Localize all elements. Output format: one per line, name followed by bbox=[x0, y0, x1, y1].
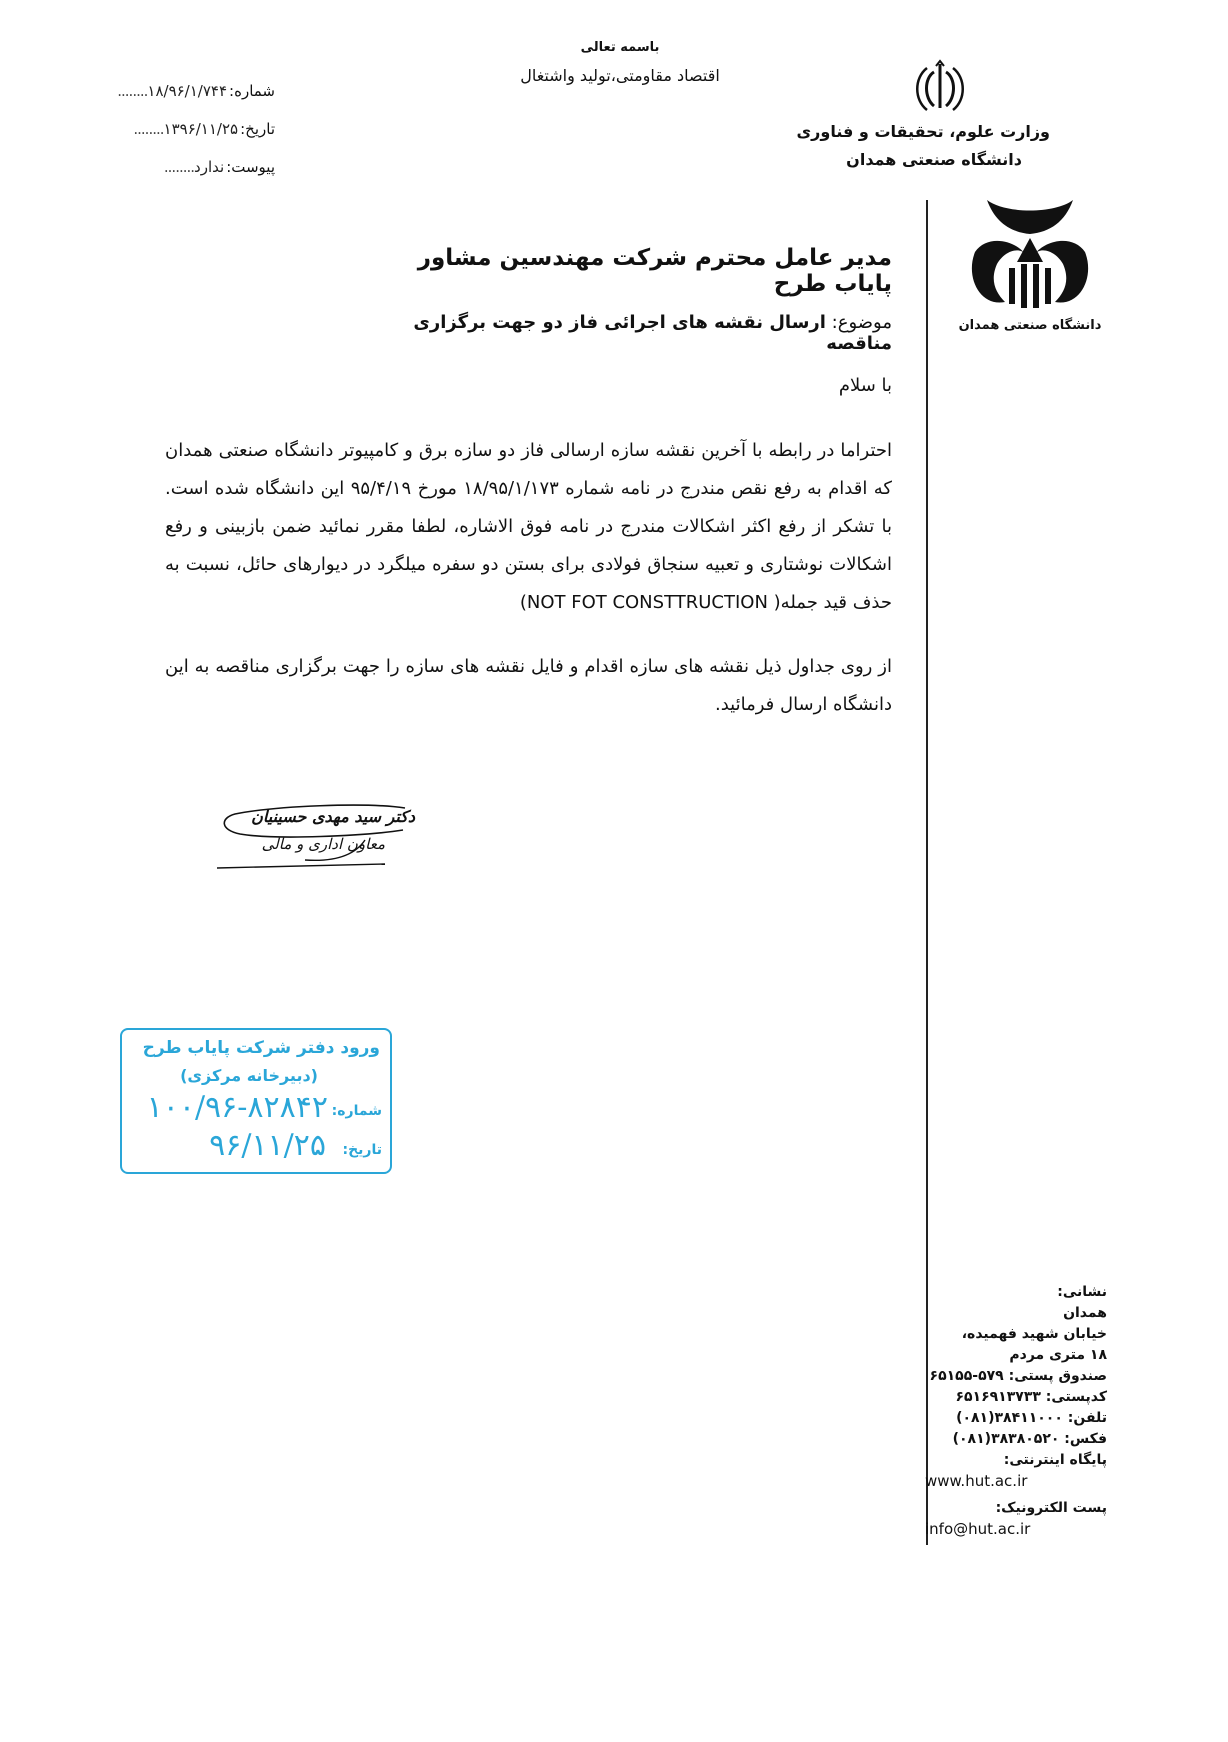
address-fax: فکس: ۳۸۳۸۰۵۲۰(۰۸۱) bbox=[952, 1431, 1107, 1447]
address-street: خیابان شهید فهمیده، bbox=[961, 1326, 1107, 1342]
signer-title: معاون اداری و مالی bbox=[261, 835, 385, 853]
letter-number-label: شماره: bbox=[229, 82, 275, 100]
footer-address bbox=[925, 1282, 1107, 1540]
stamp-number-value: ۱۰۰/۹۶-۸۲۸۴۲ bbox=[146, 1090, 328, 1125]
slogan: اقتصاد مقاومتی،تولید واشتغال bbox=[520, 66, 720, 85]
address-label: نشانی: bbox=[1057, 1284, 1107, 1300]
greeting: با سلام bbox=[838, 375, 892, 396]
address-street2: ۱۸ متری مردم bbox=[1009, 1347, 1107, 1363]
letter-date-value: ۱۳۹۶/۱۱/۲۵ bbox=[163, 120, 239, 138]
address-pobox: صندوق پستی: ۵۷۹-۶۵۱۵۵ bbox=[929, 1368, 1107, 1384]
dots: ........ bbox=[117, 82, 148, 100]
dots: ........ bbox=[163, 158, 195, 176]
address-postal: کدپستی: ۶۵۱۶۹۱۳۷۳۳ bbox=[955, 1389, 1107, 1405]
letter-date-label: تاریخ: bbox=[240, 120, 275, 138]
recipient: مدیر عامل محترم شرکت مهندسین مشاور پایاب طرح bbox=[417, 245, 892, 297]
university-logo-icon bbox=[965, 192, 1095, 320]
email-link[interactable]: info@hut.ac.ir bbox=[925, 1520, 1031, 1538]
dots: ........ bbox=[133, 120, 164, 138]
stamp-subtitle: (دبیرخانه مرکزی) bbox=[180, 1066, 318, 1085]
website-link[interactable]: www.hut.ac.ir bbox=[925, 1472, 1028, 1490]
subject-line bbox=[380, 312, 892, 354]
university-logo-caption: دانشگاه صنعتی همدان bbox=[958, 318, 1102, 333]
signer-name: دکتر سید مهدی حسینیان bbox=[251, 807, 415, 826]
letter-number-line bbox=[75, 72, 275, 110]
subject-text: ارسال نقشه های اجرائی فاز دو جهت برگزاری مناقصه bbox=[413, 312, 892, 354]
body-paragraph-1: احتراما در رابطه با آخرین نقشه سازه ارسالی فاز دو سازه برق و کامپیوتر دانشگاه صنعتی همدان که اقدام به رفع نقص مندرج در نامه شماره ۱۸/۹۵/۱/۱۷۳ مورخ ۹۵/۴/۱۹ این دانشگاه شده است. با تشکر از رفع اکثر اشکالات مندرج در نامه فوق الاشاره، لطفا مقرر نمائید ضمن بازبینی و رفع اشکالات نوشتاری و تعبیه سنجاق فولادی برای بستن دو سفره میلگرد در دیوارهای حائل، نسبت به حذف قید جمله( NOT FOT CONSTTRUCTION) bbox=[165, 440, 892, 613]
university-name: دانشگاه صنعتی همدان bbox=[846, 150, 1022, 169]
subject-label: موضوع: bbox=[831, 312, 892, 333]
ministry-block bbox=[790, 118, 1050, 174]
address-city: همدان bbox=[1063, 1305, 1107, 1321]
received-stamp bbox=[120, 1028, 392, 1174]
attachment-label: پیوست: bbox=[226, 158, 275, 176]
attachment-line bbox=[75, 148, 275, 186]
letter-date-line bbox=[75, 110, 275, 148]
ministry-name: وزارت علوم، تحقیقات و فناوری bbox=[796, 122, 1050, 141]
bismillah-heading: باسمه تعالی bbox=[580, 40, 660, 55]
body-paragraph-2: از روی جداول ذیل نقشه های سازه اقدام و فایل نقشه های سازه را جهت برگزاری مناقصه به این دانشگاه ارسال فرمائید. bbox=[165, 656, 892, 715]
letter-number-value: ۱۸/۹۶/۱/۷۴۴ bbox=[147, 82, 228, 100]
email-label: پست الکترونیک: bbox=[995, 1500, 1107, 1516]
stamp-date-value: ۹۶/۱۱/۲۵ bbox=[209, 1128, 326, 1163]
stamp-date-label: تاریخ: bbox=[342, 1142, 382, 1158]
reference-block bbox=[75, 72, 275, 186]
iran-emblem-icon bbox=[910, 58, 970, 118]
website-label: پایگاه اینترنتی: bbox=[1003, 1452, 1107, 1468]
stamp-title: ورود دفتر شرکت پایاب طرح bbox=[142, 1038, 380, 1058]
address-phone: تلفن: ۳۸۴۱۱۰۰۰(۰۸۱) bbox=[956, 1410, 1107, 1426]
attachment-value: ندارد bbox=[194, 158, 225, 176]
stamp-number-label: شماره: bbox=[331, 1103, 382, 1119]
